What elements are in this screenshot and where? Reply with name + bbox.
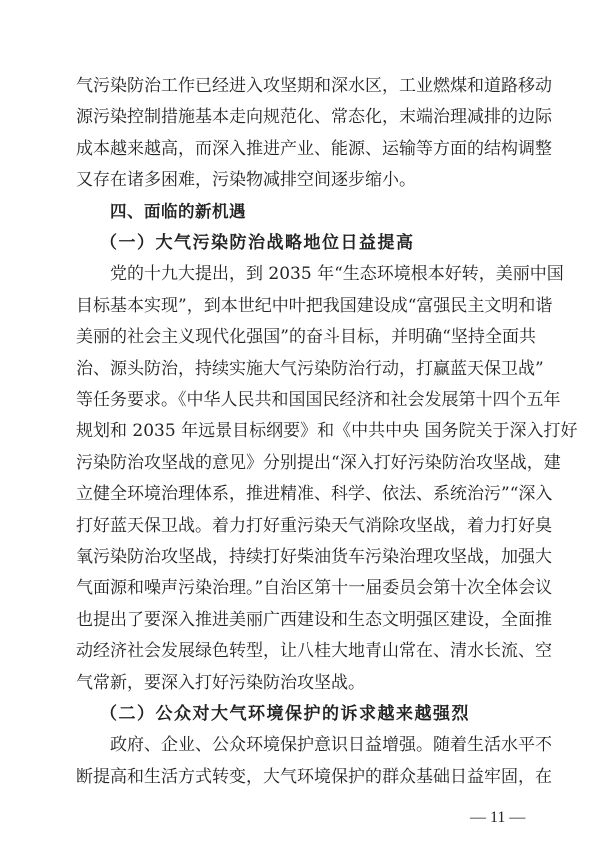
text-line: 断提高和生活方式转变，大气环境保护的群众基础日益牢固，在 (76, 766, 552, 787)
text-line: 成本越来越高，而深入推进产业、能源、运输等方面的结构调整 (76, 138, 552, 159)
text-line: 立健全环境治理体系，推进精准、科学、依法、系统治污”“深入 (76, 484, 553, 505)
subsection-heading: （二）公众对大气环境保护的诉求越来越强烈 (100, 704, 470, 724)
text-line: 气常新，要深入打好污染防治攻坚战。 (76, 672, 365, 693)
text-line: 美丽的社会主义现代化强国”的奋斗目标，并明确“坚持全面共 (76, 327, 536, 348)
text-line: 动经济社会发展绿色转型，让八桂大地青山常在、清水长流、空 (76, 641, 552, 662)
text-line: 又存在诸多困难，污染物减排空间逐步缩小。 (76, 170, 416, 191)
text-line: 污染防治攻坚战的意见》分别提出“深入打好污染防治攻坚战，建 (76, 452, 561, 473)
text-line: 也提出了要深入推进美丽广西建设和生态文明强区建设，全面推 (76, 609, 552, 630)
text-line: 氧污染防治攻坚战，持续打好柴油货车污染治理攻坚战，加强大 (76, 547, 552, 567)
text-line: 气污染防治工作已经进入攻坚期和深水区，工业燃煤和道路移动 (76, 76, 552, 96)
page-number: — 11 — (470, 809, 526, 826)
text-line: 党的十九大提出，到 2035 年“生态环境根本好转，美丽中国 (110, 264, 564, 285)
text-line: 气面源和噪声污染治理。”自治区第十一届委员会第十次全体会议 (76, 578, 553, 599)
text-line: 规划和 2035 年远景目标纲要》和《中共中央 国务院关于深入打好 (76, 421, 578, 442)
text-line: 打好蓝天保卫战。着力打好重污染天气消除攻坚战，着力打好臭 (76, 515, 552, 536)
text-line: 等任务要求。《中华人民共和国国民经济和社会发展第十四个五年 (76, 390, 561, 410)
text-line: 治、源头防治，持续实施大气污染防治行动，打赢蓝天保卫战” (76, 358, 544, 379)
section-heading: 四、面临的新机遇 (110, 201, 246, 221)
text-line: 目标基本实现”，到本世纪中叶把我国建设成“富强民主文明和谐 (76, 295, 553, 316)
text-line: 政府、企业、公众环境保护意识日益增强。随着生活水平不 (110, 735, 552, 756)
subsection-heading: （一）大气污染防治战略地位日益提高 (100, 233, 415, 253)
text-line: 源污染控制措施基本走向规范化、常态化，末端治理减排的边际 (76, 107, 552, 128)
